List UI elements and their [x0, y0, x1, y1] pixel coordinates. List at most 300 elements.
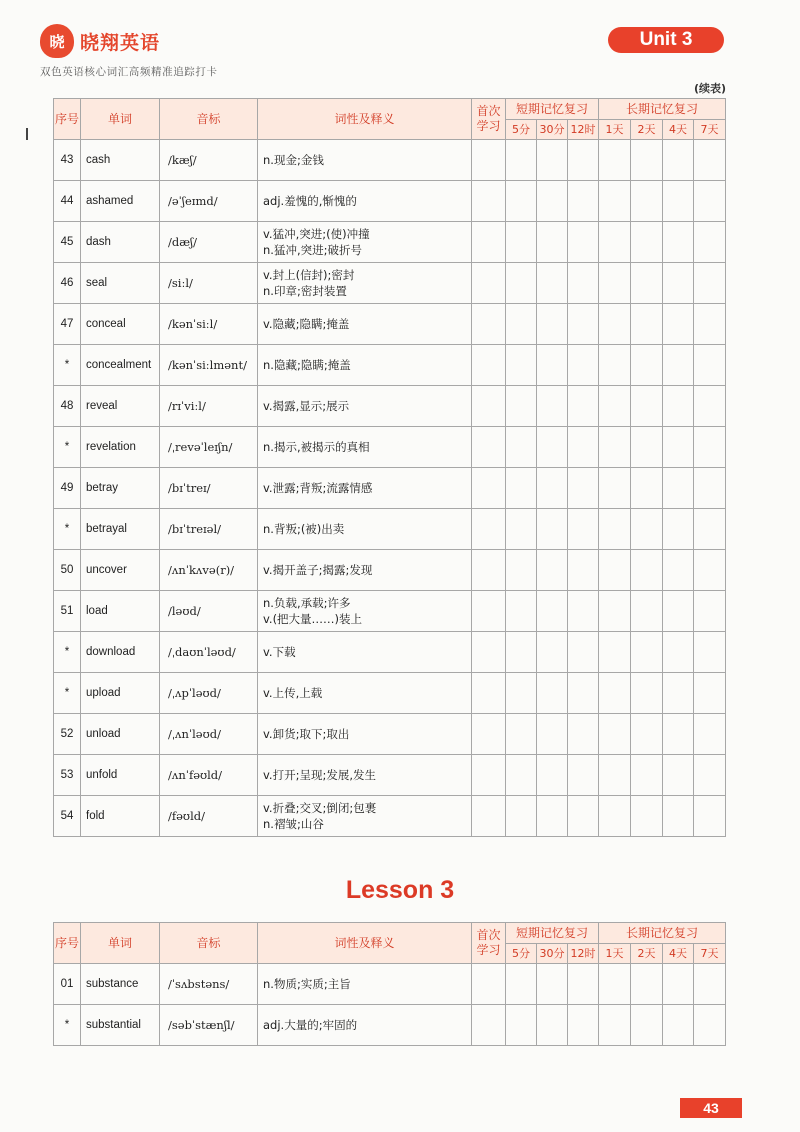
- row-definition: [258, 755, 472, 796]
- checkbox-review[interactable]: [599, 632, 631, 673]
- checkbox-review[interactable]: [694, 181, 726, 222]
- checkbox-first-study[interactable]: [472, 222, 506, 263]
- checkbox-review[interactable]: [599, 964, 631, 1005]
- checkbox-review[interactable]: [663, 796, 694, 837]
- col-header-interval: 5分: [506, 944, 537, 964]
- checkbox-review[interactable]: [506, 263, 537, 304]
- checkbox-review[interactable]: [663, 714, 694, 755]
- checkbox-review[interactable]: [506, 345, 537, 386]
- checkbox-review[interactable]: [599, 386, 631, 427]
- checkbox-first-study[interactable]: [472, 632, 506, 673]
- continued-label: (续表): [693, 82, 726, 95]
- checkbox-review[interactable]: [537, 591, 568, 632]
- checkbox-review[interactable]: [694, 632, 726, 673]
- checkbox-review[interactable]: [631, 509, 663, 550]
- row-number: 47: [54, 304, 81, 345]
- row-word: upload: [81, 673, 160, 714]
- checkbox-review[interactable]: [506, 468, 537, 509]
- definition-line: v.猛冲,突进;(使)冲撞: [263, 227, 370, 241]
- row-definition: [258, 427, 472, 468]
- row-definition: [258, 509, 472, 550]
- row-phonetic: /fəʊld/: [160, 796, 258, 837]
- checkbox-review[interactable]: [568, 386, 599, 427]
- checkbox-review[interactable]: [599, 304, 631, 345]
- checkbox-review[interactable]: [599, 796, 631, 837]
- checkbox-review[interactable]: [631, 964, 663, 1005]
- margin-mark: [26, 128, 28, 140]
- col-header-meaning: 词性及释义: [258, 923, 472, 964]
- vocab-row: [54, 181, 726, 222]
- checkbox-review[interactable]: [663, 632, 694, 673]
- checkbox-review[interactable]: [599, 550, 631, 591]
- checkbox-review[interactable]: [506, 222, 537, 263]
- checkbox-review[interactable]: [568, 755, 599, 796]
- checkbox-review[interactable]: [631, 181, 663, 222]
- checkbox-review[interactable]: [568, 427, 599, 468]
- row-phonetic: /ʌnˈfəʊld/: [160, 755, 258, 796]
- checkbox-first-study[interactable]: [472, 181, 506, 222]
- row-number: 46: [54, 263, 81, 304]
- col-header-num: 序号: [54, 923, 81, 964]
- definition-line: n.褶皱;山谷: [263, 817, 324, 831]
- checkbox-review[interactable]: [506, 796, 537, 837]
- brand-logo: [40, 24, 160, 58]
- checkbox-review[interactable]: [663, 263, 694, 304]
- checkbox-review[interactable]: [568, 1005, 599, 1046]
- checkbox-review[interactable]: [599, 714, 631, 755]
- row-definition: [258, 263, 472, 304]
- checkbox-review[interactable]: [694, 304, 726, 345]
- checkbox-review[interactable]: [506, 140, 537, 181]
- checkbox-review[interactable]: [663, 222, 694, 263]
- row-phonetic: /bɪˈtreɪəl/: [160, 509, 258, 550]
- row-phonetic: /rɪˈviːl/: [160, 386, 258, 427]
- checkbox-review[interactable]: [568, 181, 599, 222]
- checkbox-review[interactable]: [537, 386, 568, 427]
- row-number: 51: [54, 591, 81, 632]
- row-definition: [258, 140, 472, 181]
- checkbox-review[interactable]: [663, 345, 694, 386]
- col-header-interval: 4天: [663, 120, 694, 140]
- row-word: cash: [81, 140, 160, 181]
- checkbox-review[interactable]: [663, 755, 694, 796]
- checkbox-review[interactable]: [568, 673, 599, 714]
- row-phonetic: /kənˈsiːl/: [160, 304, 258, 345]
- checkbox-review[interactable]: [537, 427, 568, 468]
- row-word: substantial: [81, 1005, 160, 1046]
- checkbox-first-study[interactable]: [472, 386, 506, 427]
- definition-line: v.折叠;交叉;倒闭;包裹: [263, 801, 377, 815]
- checkbox-review[interactable]: [537, 304, 568, 345]
- row-definition: [258, 714, 472, 755]
- checkbox-review[interactable]: [599, 591, 631, 632]
- checkbox-review[interactable]: [663, 673, 694, 714]
- row-definition: [258, 673, 472, 714]
- checkbox-first-study[interactable]: [472, 1005, 506, 1046]
- row-word: conceal: [81, 304, 160, 345]
- checkbox-review[interactable]: [694, 755, 726, 796]
- definition-line: v.封上(信封);密封: [263, 268, 355, 282]
- checkbox-review[interactable]: [631, 427, 663, 468]
- row-number: 52: [54, 714, 81, 755]
- row-word: unload: [81, 714, 160, 755]
- row-phonetic: /ˌrevəˈleɪʃn/: [160, 427, 258, 468]
- checkbox-first-study[interactable]: [472, 964, 506, 1005]
- definition-line: v.揭露,显示;展示: [263, 399, 350, 413]
- checkbox-review[interactable]: [599, 1005, 631, 1046]
- row-phonetic: /səbˈstænʃl/: [160, 1005, 258, 1046]
- definition-line: n.印章;密封装置: [263, 284, 347, 298]
- checkbox-review[interactable]: [599, 509, 631, 550]
- row-word: fold: [81, 796, 160, 837]
- definition-line: n.猛冲,突进;破折号: [263, 243, 362, 257]
- checkbox-review[interactable]: [568, 591, 599, 632]
- vocab-row: [54, 140, 726, 181]
- checkbox-first-study[interactable]: [472, 263, 506, 304]
- row-number: 49: [54, 468, 81, 509]
- vocab-row: [54, 755, 726, 796]
- checkbox-review[interactable]: [631, 550, 663, 591]
- checkbox-review[interactable]: [506, 550, 537, 591]
- checkbox-review[interactable]: [506, 304, 537, 345]
- row-number: 48: [54, 386, 81, 427]
- row-definition: [258, 550, 472, 591]
- col-header-interval: 2天: [631, 120, 663, 140]
- checkbox-review[interactable]: [694, 550, 726, 591]
- checkbox-review[interactable]: [694, 427, 726, 468]
- vocab-row: [54, 386, 726, 427]
- checkbox-first-study[interactable]: [472, 468, 506, 509]
- row-word: reveal: [81, 386, 160, 427]
- checkbox-review[interactable]: [506, 755, 537, 796]
- row-number: 01: [54, 964, 81, 1005]
- checkbox-first-study[interactable]: [472, 714, 506, 755]
- row-definition: [258, 386, 472, 427]
- col-header-interval: 30分: [537, 120, 568, 140]
- checkbox-review[interactable]: [694, 673, 726, 714]
- row-number: *: [54, 1005, 81, 1046]
- checkbox-review[interactable]: [663, 1005, 694, 1046]
- vocab-row: [54, 304, 726, 345]
- row-word: download: [81, 632, 160, 673]
- checkbox-review[interactable]: [599, 427, 631, 468]
- col-header-interval: 5分: [506, 120, 537, 140]
- checkbox-review[interactable]: [568, 632, 599, 673]
- col-header-interval: 7天: [694, 944, 726, 964]
- col-header-first-study: 首次学习: [472, 923, 506, 964]
- row-phonetic: /ˈsʌbstəns/: [160, 964, 258, 1005]
- row-definition: [258, 345, 472, 386]
- checkbox-review[interactable]: [537, 263, 568, 304]
- checkbox-review[interactable]: [694, 591, 726, 632]
- checkbox-review[interactable]: [506, 673, 537, 714]
- row-number: 43: [54, 140, 81, 181]
- row-phonetic: /ʌnˈkʌvə(r)/: [160, 550, 258, 591]
- checkbox-review[interactable]: [663, 140, 694, 181]
- checkbox-review[interactable]: [663, 468, 694, 509]
- row-word: revelation: [81, 427, 160, 468]
- col-header-word: 单词: [81, 923, 160, 964]
- checkbox-first-study[interactable]: [472, 345, 506, 386]
- definition-line: adj.羞愧的,惭愧的: [263, 194, 357, 208]
- row-word: unfold: [81, 755, 160, 796]
- checkbox-review[interactable]: [694, 222, 726, 263]
- checkbox-review[interactable]: [506, 427, 537, 468]
- col-header-short-term: 短期记忆复习: [506, 99, 599, 120]
- vocab-row: [54, 468, 726, 509]
- checkbox-review[interactable]: [663, 181, 694, 222]
- row-word: substance: [81, 964, 160, 1005]
- checkbox-review[interactable]: [663, 509, 694, 550]
- checkbox-review[interactable]: [663, 591, 694, 632]
- checkbox-review[interactable]: [694, 964, 726, 1005]
- checkbox-review[interactable]: [537, 673, 568, 714]
- col-header-long-term: 长期记忆复习: [599, 923, 726, 944]
- checkbox-review[interactable]: [537, 1005, 568, 1046]
- checkbox-review[interactable]: [537, 714, 568, 755]
- checkbox-review[interactable]: [694, 386, 726, 427]
- definition-line: v.卸货;取下;取出: [263, 727, 350, 741]
- logo-mark-icon: 晓: [40, 24, 74, 58]
- row-number: 53: [54, 755, 81, 796]
- checkbox-review[interactable]: [631, 1005, 663, 1046]
- checkbox-review[interactable]: [537, 509, 568, 550]
- checkbox-review[interactable]: [568, 304, 599, 345]
- vocab-table-unit3: [53, 98, 726, 837]
- row-word: ashamed: [81, 181, 160, 222]
- row-word: betrayal: [81, 509, 160, 550]
- checkbox-review[interactable]: [663, 386, 694, 427]
- checkbox-review[interactable]: [663, 550, 694, 591]
- col-header-interval: 7天: [694, 120, 726, 140]
- checkbox-review[interactable]: [694, 345, 726, 386]
- definition-line: n.物质;实质;主旨: [263, 977, 351, 991]
- vocab-row: [54, 632, 726, 673]
- row-phonetic: /kæʃ/: [160, 140, 258, 181]
- checkbox-first-study[interactable]: [472, 755, 506, 796]
- definition-line: v.下载: [263, 645, 296, 659]
- checkbox-review[interactable]: [506, 591, 537, 632]
- checkbox-first-study[interactable]: [472, 673, 506, 714]
- checkbox-review[interactable]: [663, 304, 694, 345]
- checkbox-first-study[interactable]: [472, 796, 506, 837]
- col-header-short-term: 短期记忆复习: [506, 923, 599, 944]
- col-header-interval: 12时: [568, 944, 599, 964]
- checkbox-first-study[interactable]: [472, 591, 506, 632]
- checkbox-first-study[interactable]: [472, 427, 506, 468]
- row-definition: [258, 222, 472, 263]
- definition-line: n.负载,承载;许多: [263, 596, 351, 610]
- checkbox-review[interactable]: [506, 181, 537, 222]
- checkbox-review[interactable]: [568, 509, 599, 550]
- checkbox-review[interactable]: [537, 964, 568, 1005]
- vocab-row: [54, 509, 726, 550]
- row-phonetic: /ləʊd/: [160, 591, 258, 632]
- vocab-row: [54, 673, 726, 714]
- checkbox-review[interactable]: [694, 468, 726, 509]
- checkbox-review[interactable]: [631, 468, 663, 509]
- definition-line: n.现金;金钱: [263, 153, 324, 167]
- checkbox-review[interactable]: [694, 140, 726, 181]
- checkbox-review[interactable]: [568, 345, 599, 386]
- col-header-interval: 30分: [537, 944, 568, 964]
- checkbox-review[interactable]: [599, 181, 631, 222]
- col-header-interval: 12时: [568, 120, 599, 140]
- col-header-num: 序号: [54, 99, 81, 140]
- checkbox-review[interactable]: [631, 714, 663, 755]
- definition-line: n.隐藏;隐瞒;掩盖: [263, 358, 351, 372]
- definition-line: v.(把大量……)装上: [263, 612, 363, 626]
- row-definition: [258, 304, 472, 345]
- brand-name: 晓翔英语: [80, 31, 161, 54]
- row-number: *: [54, 345, 81, 386]
- checkbox-review[interactable]: [568, 263, 599, 304]
- vocab-row: [54, 427, 726, 468]
- row-phonetic: /siːl/: [160, 263, 258, 304]
- checkbox-review[interactable]: [599, 755, 631, 796]
- checkbox-review[interactable]: [663, 427, 694, 468]
- row-phonetic: /ˌʌpˈləʊd/: [160, 673, 258, 714]
- row-phonetic: /kənˈsiːlmənt/: [160, 345, 258, 386]
- definition-line: n.背叛;(被)出卖: [263, 522, 345, 536]
- vocab-row: [54, 796, 726, 837]
- row-phonetic: /dæʃ/: [160, 222, 258, 263]
- row-phonetic: /bɪˈtreɪ/: [160, 468, 258, 509]
- vocab-row: [54, 222, 726, 263]
- checkbox-review[interactable]: [568, 222, 599, 263]
- row-definition: [258, 468, 472, 509]
- checkbox-review[interactable]: [694, 1005, 726, 1046]
- row-definition: [258, 632, 472, 673]
- row-definition: [258, 1005, 472, 1046]
- row-phonetic: /ˌdaʊnˈləʊd/: [160, 632, 258, 673]
- vocab-row: [54, 1005, 726, 1046]
- row-word: concealment: [81, 345, 160, 386]
- row-definition: [258, 796, 472, 837]
- row-phonetic: /əˈʃeɪmd/: [160, 181, 258, 222]
- checkbox-review[interactable]: [568, 550, 599, 591]
- checkbox-review[interactable]: [537, 632, 568, 673]
- vocab-row: [54, 591, 726, 632]
- checkbox-review[interactable]: [663, 964, 694, 1005]
- checkbox-review[interactable]: [631, 632, 663, 673]
- col-header-word: 单词: [81, 99, 160, 140]
- definition-line: v.泄露;背叛;流露情感: [263, 481, 373, 495]
- checkbox-review[interactable]: [631, 304, 663, 345]
- checkbox-review[interactable]: [631, 755, 663, 796]
- checkbox-review[interactable]: [568, 714, 599, 755]
- row-word: uncover: [81, 550, 160, 591]
- checkbox-review[interactable]: [599, 222, 631, 263]
- row-definition: [258, 591, 472, 632]
- checkbox-review[interactable]: [631, 673, 663, 714]
- checkbox-review[interactable]: [537, 181, 568, 222]
- checkbox-review[interactable]: [537, 755, 568, 796]
- row-number: 45: [54, 222, 81, 263]
- checkbox-review[interactable]: [631, 591, 663, 632]
- row-word: dash: [81, 222, 160, 263]
- checkbox-review[interactable]: [568, 140, 599, 181]
- checkbox-review[interactable]: [599, 345, 631, 386]
- row-definition: [258, 181, 472, 222]
- vocab-row: [54, 964, 726, 1005]
- checkbox-review[interactable]: [537, 140, 568, 181]
- vocab-row: [54, 345, 726, 386]
- col-header-phonetic: 音标: [160, 923, 258, 964]
- checkbox-review[interactable]: [694, 796, 726, 837]
- checkbox-review[interactable]: [506, 386, 537, 427]
- definition-line: n.揭示,被揭示的真相: [263, 440, 370, 454]
- checkbox-first-study[interactable]: [472, 304, 506, 345]
- vocab-row: [54, 714, 726, 755]
- row-number: 50: [54, 550, 81, 591]
- definition-line: v.揭开盖子;揭露;发现: [263, 563, 373, 577]
- checkbox-review[interactable]: [694, 263, 726, 304]
- vocab-row: [54, 263, 726, 304]
- checkbox-review[interactable]: [599, 140, 631, 181]
- col-header-first-study: 首次学习: [472, 99, 506, 140]
- definition-line: v.上传,上载: [263, 686, 323, 700]
- checkbox-review[interactable]: [537, 550, 568, 591]
- row-number: 44: [54, 181, 81, 222]
- col-header-interval: 1天: [599, 120, 631, 140]
- col-header-long-term: 长期记忆复习: [599, 99, 726, 120]
- checkbox-first-study[interactable]: [472, 140, 506, 181]
- col-header-meaning: 词性及释义: [258, 99, 472, 140]
- checkbox-review[interactable]: [506, 1005, 537, 1046]
- row-word: betray: [81, 468, 160, 509]
- checkbox-review[interactable]: [568, 468, 599, 509]
- checkbox-review[interactable]: [631, 222, 663, 263]
- checkbox-first-study[interactable]: [472, 509, 506, 550]
- checkbox-review[interactable]: [568, 796, 599, 837]
- row-definition: [258, 964, 472, 1005]
- row-phonetic: /ˌʌnˈləʊd/: [160, 714, 258, 755]
- checkbox-review[interactable]: [631, 796, 663, 837]
- definition-line: v.打开;呈现;发展,发生: [263, 768, 376, 782]
- checkbox-review[interactable]: [506, 714, 537, 755]
- checkbox-review[interactable]: [506, 509, 537, 550]
- checkbox-review[interactable]: [506, 632, 537, 673]
- definition-line: adj.大量的;牢固的: [263, 1018, 358, 1032]
- checkbox-review[interactable]: [537, 345, 568, 386]
- col-header-interval: 1天: [599, 944, 631, 964]
- checkbox-review[interactable]: [694, 509, 726, 550]
- brand-slogan: 双色英语核心词汇高频精准追踪打卡: [40, 66, 218, 78]
- checkbox-review[interactable]: [537, 222, 568, 263]
- row-word: load: [81, 591, 160, 632]
- definition-line: v.隐藏;隐瞒;掩盖: [263, 317, 350, 331]
- row-number: *: [54, 509, 81, 550]
- checkbox-review[interactable]: [506, 964, 537, 1005]
- checkbox-review[interactable]: [631, 345, 663, 386]
- checkbox-review[interactable]: [599, 468, 631, 509]
- row-number: *: [54, 427, 81, 468]
- checkbox-review[interactable]: [631, 263, 663, 304]
- checkbox-review[interactable]: [537, 796, 568, 837]
- checkbox-review[interactable]: [599, 673, 631, 714]
- checkbox-review[interactable]: [568, 964, 599, 1005]
- checkbox-review[interactable]: [599, 263, 631, 304]
- vocab-table-lesson3: [53, 922, 726, 1046]
- checkbox-review[interactable]: [631, 386, 663, 427]
- checkbox-review[interactable]: [631, 140, 663, 181]
- row-number: *: [54, 673, 81, 714]
- checkbox-review[interactable]: [694, 714, 726, 755]
- col-header-phonetic: 音标: [160, 99, 258, 140]
- checkbox-review[interactable]: [537, 468, 568, 509]
- checkbox-first-study[interactable]: [472, 550, 506, 591]
